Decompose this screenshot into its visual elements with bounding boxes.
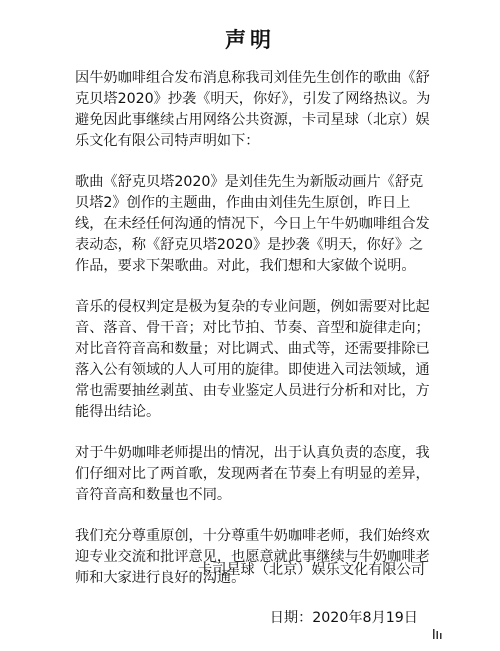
document-title: 声明 xyxy=(225,28,275,52)
signature: 卡司星球（北京）娱乐文化有限公司 xyxy=(197,562,425,578)
date-line: 日期：2020年8月19日 xyxy=(269,610,418,626)
paragraph-2: 歌曲《舒克贝塔2020》是刘佳先生为新版动画片《舒克贝塔2》创作的主题曲，作曲由刘佳先生原创，昨日上线，在未经任何沟通的情况下，今日上午牛奶咖啡组合发表动态，称《舒克贝塔2020》是抄袭《明天，你好》之作品，要求下架歌曲。对此，我们想和大家做个说明。 xyxy=(75,174,430,274)
paragraph-5: 我们充分尊重原创，十分尊重牛奶咖啡老师，我们始终欢迎专业交流和批评意见，也愿意就此事继续与牛奶咖啡老师和大家进行良好的沟通。 xyxy=(75,528,430,586)
paragraph-4: 对于牛奶咖啡老师提出的情况，出于认真负责的态度，我们仔细对比了两首歌，发现两者在节奏上有明显的差异，音符音高和数量也不同。 xyxy=(75,445,430,503)
paragraph-1: 因牛奶咖啡组合发布消息称我司刘佳先生创作的歌曲《舒克贝塔2020》抄袭《明天，你好》，引发了网络热议。为避免因此事继续占用网络公共资源，卡司星球（北京）娱乐文化有限公司特声明如下： xyxy=(75,70,431,149)
paragraph-3: 音乐的侵权判定是极为复杂的专业问题，例如需要对比起音、落音、骨干音；对比节拍、节奏、音型和旋律走向；对比音符音高和数量；对比调式、曲式等，还需要排除已落入公有领域的人人可用的旋律。即使进入司法领域，通常也需要抽丝剥茧、由专业鉴定人员进行分析和对比，方能得出结论。 xyxy=(75,299,430,420)
document-body xyxy=(75,68,435,609)
small-mark-icon xyxy=(432,628,442,640)
